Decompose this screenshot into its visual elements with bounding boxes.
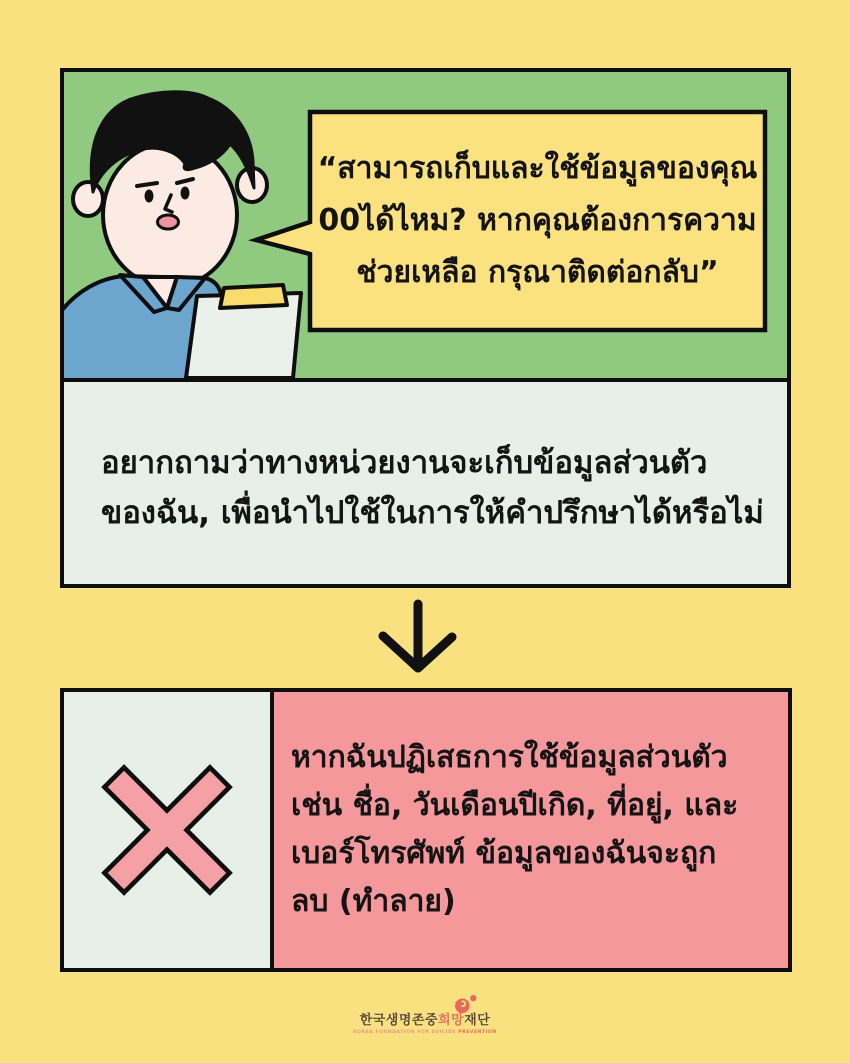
illustration-section <box>64 72 787 382</box>
refusal-text <box>274 692 788 968</box>
refusal-line: เบอร์โทรศัพท์ ข้อมูลของฉันจะถูก <box>291 836 717 871</box>
footer-logo <box>0 994 850 1035</box>
question-line: อยากถามว่าทางหน่วยงานจะเก็บข้อมูลส่วนตัว <box>101 445 708 481</box>
speech-bubble-line: ช่วยเหลือ กรุณาติดต่อกลับ” <box>356 255 719 290</box>
dialog-panel <box>60 68 791 588</box>
eye-right <box>181 187 190 200</box>
logo-english-strong: PREVENTION <box>458 1030 497 1035</box>
down-arrow-icon <box>375 596 461 680</box>
speech-bubble-line: “สามารถเก็บและใช้ข้อมูลของคุณ <box>317 151 758 186</box>
speech-bubble-line: 00ได้ไหม? หากคุณต้องการความ <box>318 203 757 238</box>
logo-english-text <box>0 1030 850 1035</box>
x-mark-icon <box>97 760 237 900</box>
question-line: ของฉัน, เพื่อนำไปใช้ในการให้คำปรึกษาได้หรือไม่ <box>101 495 764 531</box>
logo-flame-icon <box>453 994 479 1014</box>
logo-english-light: KOREA FOUNDATION FOR SUICIDE <box>353 1030 459 1035</box>
logo-korean-highlight: 희망 <box>438 1013 465 1028</box>
logo-korean-prefix: 한국생명존중 <box>359 1013 439 1028</box>
refusal-line: เช่น ชื่อ, วันเดือนปีเกิด, ที่อยู่, และ <box>291 788 739 823</box>
clipboard-clip <box>220 285 287 308</box>
x-mark-cell <box>64 692 274 968</box>
refusal-line: ลบ (ทำลาย) <box>291 884 456 919</box>
logo-korean-text <box>0 1009 850 1028</box>
refusal-panel <box>60 688 792 972</box>
logo-korean-suffix: 재단 <box>464 1013 491 1028</box>
speech-bubble <box>310 112 765 330</box>
eye-left <box>145 190 154 203</box>
refusal-line: หากฉันปฏิเสธการใช้ข้อมูลส่วนตัว <box>291 740 728 775</box>
ear-left <box>73 182 103 216</box>
question-section <box>64 382 787 584</box>
mouth <box>158 215 179 229</box>
